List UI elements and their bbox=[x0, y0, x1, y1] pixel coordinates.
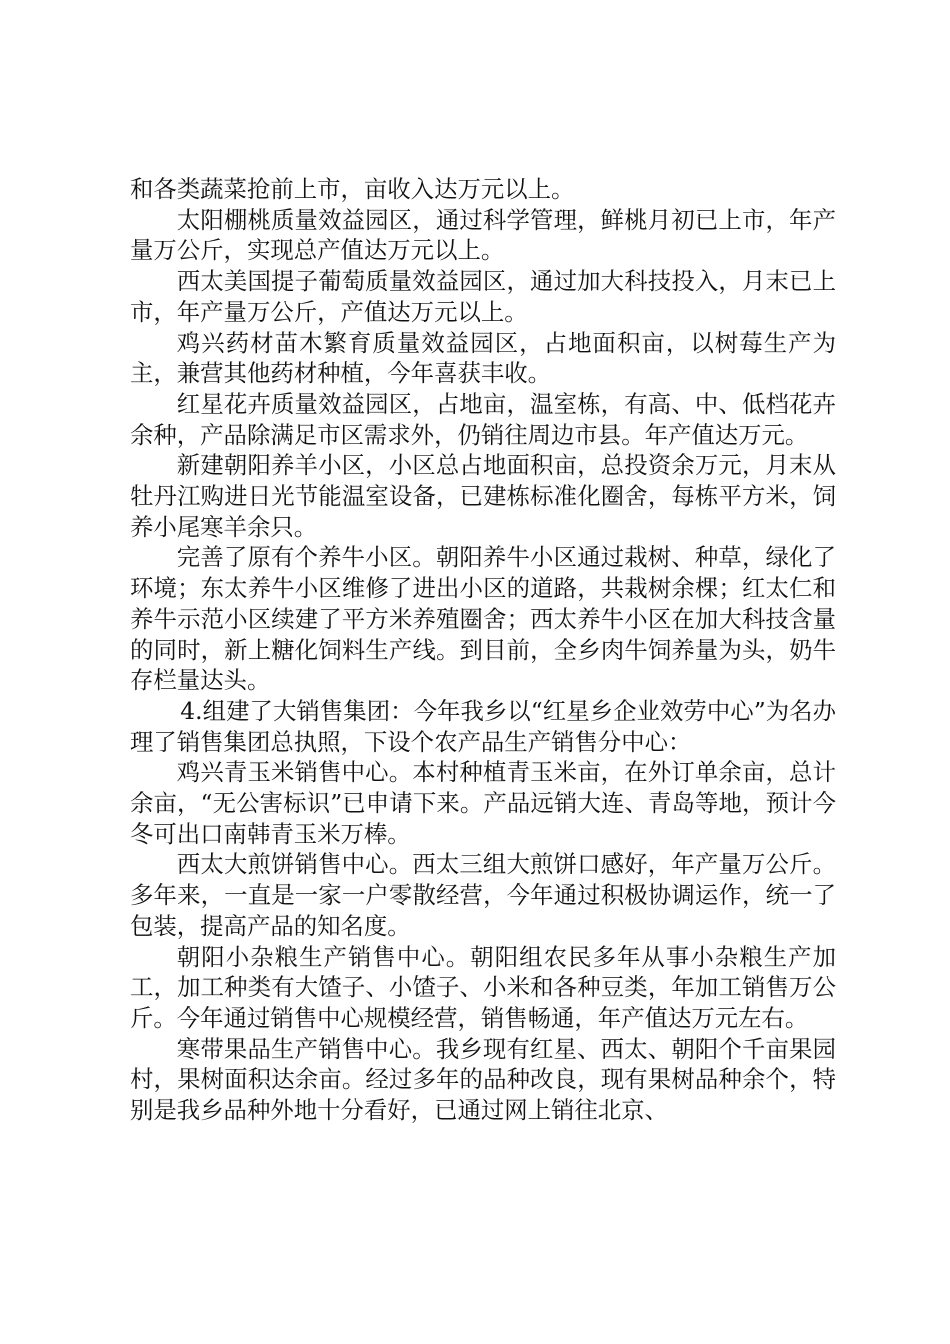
paragraph-7: 完善了原有个养牛小区。朝阳养牛小区通过栽树、种草，绿化了环境；东太养牛小区维修了进出小区的道路，共栽树余棵；红太仁和养牛示范小区续建了平方米养殖圈舍；西太养牛小区在加大科技含量的同时，新上糖化饲料生产线。到目前，全乡肉牛饲养量为头，奶牛存栏量达头。 bbox=[130, 543, 836, 695]
paragraph-1: 和各类蔬菜抢前上市，亩收入达万元以上。 bbox=[130, 175, 575, 203]
paragraph-3: 西太美国提子葡萄质量效益园区，通过加大科技投入，月末已上市，年产量万公斤，产值达万元以上。 bbox=[130, 267, 836, 326]
paragraph-9: 鸡兴青玉米销售中心。本村种植青玉米亩，在外订单余亩，总计余亩，“无公害标识”已申请下来。产品远销大连、青岛等地，预计今冬可出口南韩青玉米万棒。 bbox=[130, 758, 836, 848]
paragraph-2: 太阳棚桃质量效益园区，通过科学管理，鲜桃月初已上市，年产量万公斤，实现总产值达万元以上。 bbox=[130, 205, 836, 265]
body-text bbox=[130, 174, 836, 1126]
paragraph-8: 4.组建了大销售集团：今年我乡以“红星乡企业效劳中心”为名办理了销售集团总执照，下设个农产品生产销售分中心： bbox=[130, 696, 836, 756]
paragraph-5: 红星花卉质量效益园区，占地亩，温室栋，有高、中、低档花卉余种，产品除满足市区需求外，仍销往周边市县。年产值达万元。 bbox=[130, 389, 836, 449]
paragraph-10: 西太大煎饼销售中心。西太三组大煎饼口感好，年产量万公斤。多年来，一直是一家一户零散经营，今年通过积极协调运作，统一了包装，提高产品的知名度。 bbox=[130, 850, 836, 940]
paragraph-12: 寒带果品生产销售中心。我乡现有红星、西太、朝阳个千亩果园村，果树面积达余亩。经过多年的品种改良，现有果树品种余个，特别是我乡品种外地十分看好，已通过网上销往北京、 bbox=[130, 1034, 836, 1125]
paragraph-4: 鸡兴药材苗木繁育质量效益园区，占地面积亩，以树莓生产为主，兼营其他药材种植，今年喜获丰收。 bbox=[130, 328, 836, 388]
paragraph-11: 朝阳小杂粮生产销售中心。朝阳组农民多年从事小杂粮生产加工，加工种类有大馇子、小馇子、小米和各种豆类，年加工销售万公斤。今年通过销售中心规模经营，销售畅通，年产值达万元左右。 bbox=[130, 942, 836, 1032]
paragraph-6: 新建朝阳养羊小区，小区总占地面积亩，总投资余万元，月末从牡丹江购进日光节能温室设备，已建栋标准化圈舍，每栋平方米，饲养小尾寒羊余只。 bbox=[130, 451, 836, 541]
